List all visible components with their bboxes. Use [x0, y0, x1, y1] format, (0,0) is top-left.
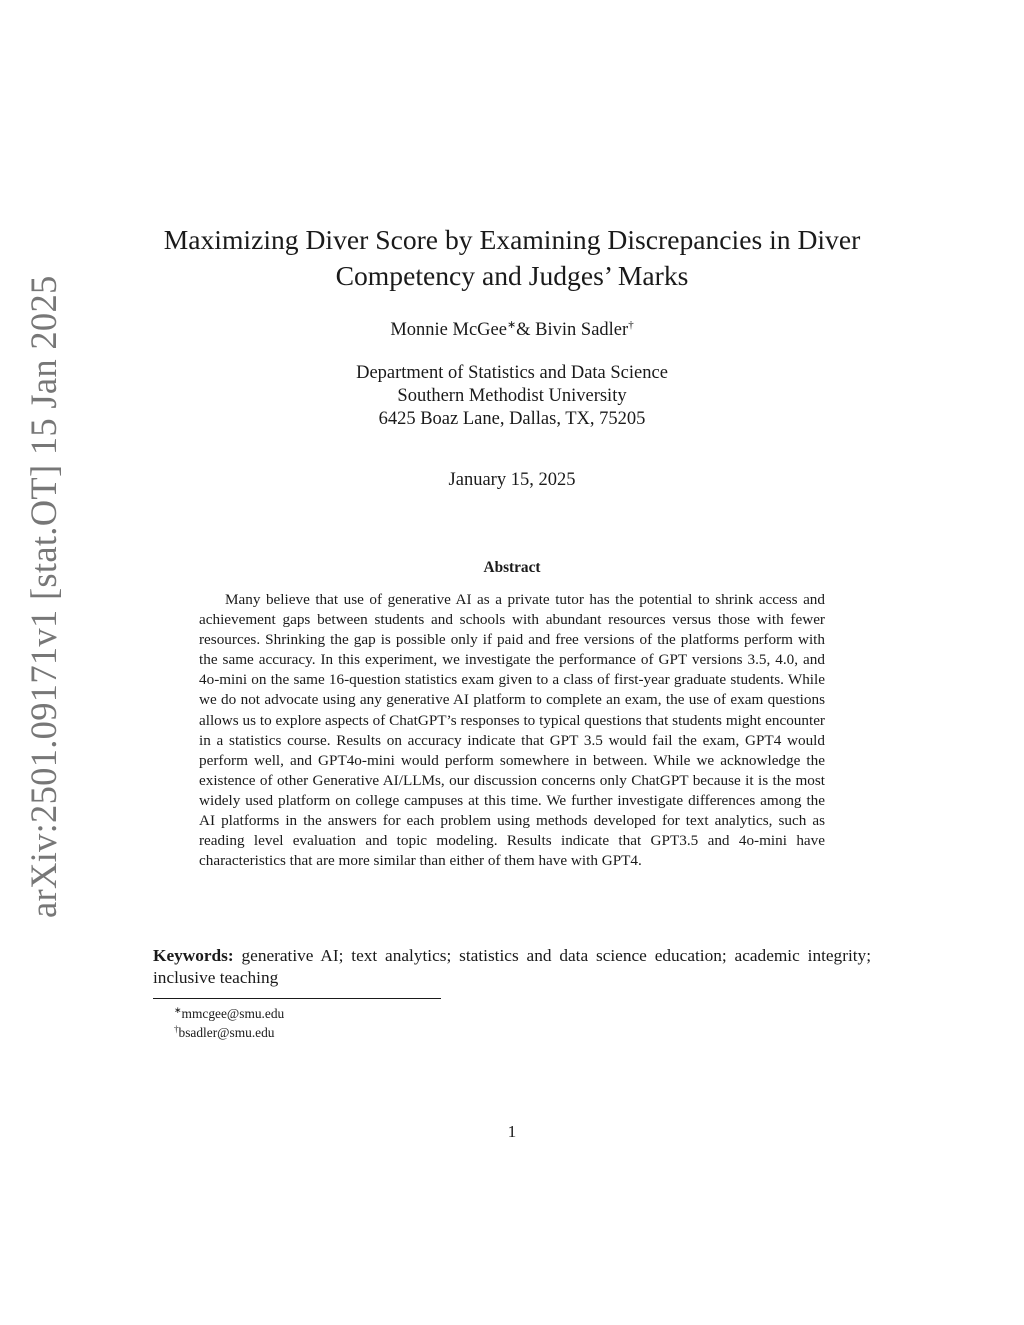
page-number: 1: [507, 1122, 517, 1141]
keywords-list: generative AI; text analytics; statistics and data science education; academic integrity; inclusive teaching: [153, 946, 871, 987]
affiliation: [200, 362, 824, 431]
author-name: Bivin Sadler: [535, 320, 629, 340]
keywords-paragraph: [153, 945, 871, 989]
footnotes: [174, 1004, 284, 1042]
footnote-divider: [153, 998, 441, 999]
footnote-mark: ∗: [174, 1005, 182, 1015]
affiliation-department: Department of Statistics and Data Science: [356, 363, 668, 383]
footnote-mark: ∗: [506, 319, 517, 331]
footnote-item: [174, 1004, 284, 1023]
affiliation-university: Southern Methodist University: [397, 386, 627, 406]
footnote-email: bsadler@smu.edu: [178, 1025, 275, 1040]
footnote-mark: †: [174, 1024, 179, 1034]
paper-title: [120, 222, 904, 294]
title-line: Maximizing Diver Score by Examining Discrepancies in Diver: [163, 224, 861, 255]
abstract-heading: Abstract: [483, 559, 541, 576]
footnote-item: [174, 1023, 284, 1042]
footnote-email: mmcgee@smu.edu: [181, 1006, 285, 1021]
title-line: Competency and Judges’ Marks: [335, 260, 689, 291]
affiliation-address: 6425 Boaz Lane, Dallas, TX, 75205: [378, 409, 646, 429]
author-name: Monnie McGee: [390, 320, 507, 340]
keywords-label: Keywords:: [153, 946, 234, 965]
publication-date: January 15, 2025: [448, 470, 576, 490]
footnote-mark: †: [628, 319, 634, 331]
arxiv-identifier: arXiv:2501.09171v1 [stat.OT] 15 Jan 2025: [23, 275, 64, 918]
abstract-text: Many believe that use of generative AI as a private tutor has the potential to shrink access and achievement gaps between students and schools with abundant resources versus those with fewer resources. Shrinking the gap is possible only if paid and free versions of the platforms perform with the same accuracy. In this experiment, we investigate the performance of GPT versions 3.5, 4.0, and 4o-mini on the same 16-question statistics exam given to a class of first-year graduate students. While we do not advocate using any generative AI platform to complete an exam, the use of exam questions allows us to explore aspects of ChatGPT’s responses to typical questions that students might encounter in a statistics course. Results on accuracy indicate that GPT 3.5 would fail the exam, GPT4 would perform well, and GPT4o-mini would perform somewhere in between. While we acknowledge the existence of other Generative AI/LLMs, our discussion concerns only ChatGPT because it is the most widely used platform on college campuses at this time. We further investigate differences among the AI platforms in the answers for each problem using methods developed for text analytics, such as reading level evaluation and topic modeling. Results indicate that GPT3.5 and 4o-mini have characteristics that are more similar than either of them have with GPT4.: [199, 591, 825, 870]
author-separator: &: [516, 320, 536, 340]
author-list: [200, 320, 824, 341]
